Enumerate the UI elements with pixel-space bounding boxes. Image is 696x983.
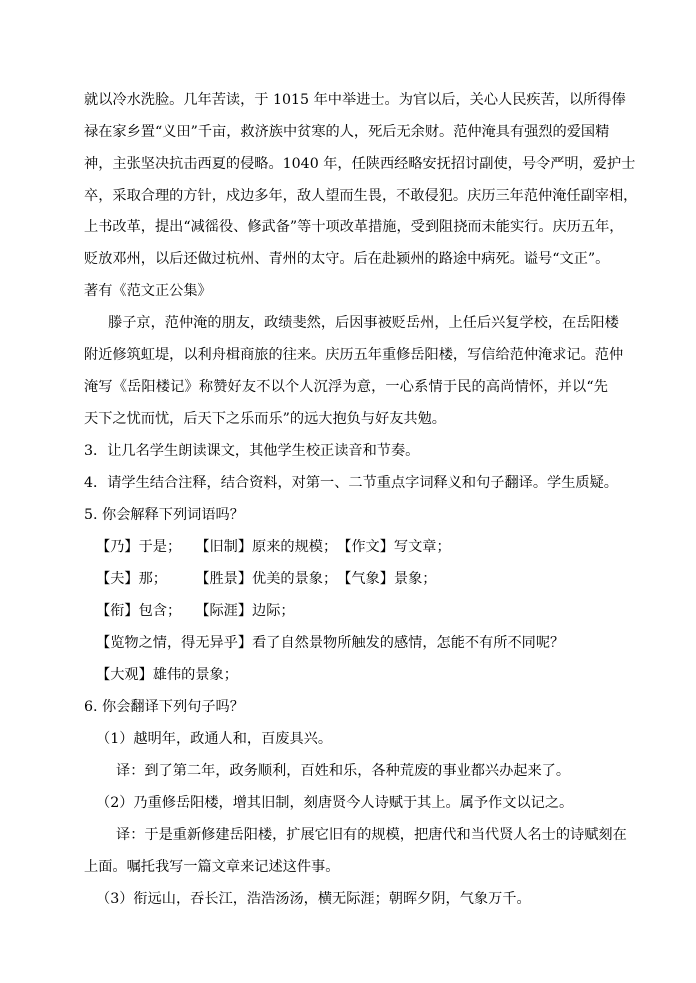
step-3: 3．让几名学生朗读课文，其他学生校正读音和节奏。 bbox=[84, 443, 420, 459]
vocab-line: 【乃】于是； 【旧制】原来的规模； 【作文】写文章； bbox=[96, 539, 451, 555]
text-line: 滕子京，范仲淹的朋友，政绩斐然，后因事被贬岳州，上任后兴复学校，在岳阳楼 bbox=[108, 315, 619, 331]
vocab-line: 【夫】那； 【胜景】优美的景象； 【气象】景象； bbox=[96, 571, 437, 587]
vocab-line: 【衔】包含； 【际涯】边际； bbox=[96, 603, 295, 619]
translation-2: 译：于是重新修建岳阳楼，扩展它旧有的规模，把唐代和当代贤人名士的诗赋刻在 bbox=[116, 827, 627, 843]
sentence-3: （3）衔远山，吞长江，浩浩汤汤，横无际涯；朝晖夕阴，气象万千。 bbox=[96, 891, 531, 907]
text-line: 卒，采取合理的方针，戍边多年，敌人望而生畏，不敢侵犯。庆历三年范仲淹任副宰相， bbox=[84, 188, 638, 204]
text-line: 天下之忧而忧，后天下之乐而乐”的远大抱负与好友共勉。 bbox=[84, 411, 446, 427]
text-line: 禄在家乡置“义田”千亩，救济族中贫寒的人，死后无余财。范仲淹具有强烈的爱国精 bbox=[84, 124, 610, 140]
vocab-line: 【大观】雄伟的景象； bbox=[96, 667, 238, 683]
text-line: 神，主张坚决抗击西夏的侵略。1040 年，任陕西经略安抚招讨副使，号令严明，爱护士 bbox=[84, 156, 636, 172]
question-6: 6. 你会翻译下列句子吗？ bbox=[84, 699, 244, 715]
text-line: 附近修筑虹堤，以利舟楫商旅的往来。庆历五年重修岳阳楼，写信给范仲淹求记。范仲 bbox=[84, 347, 624, 363]
text-line: 上书改革，提出“减徭役、修武备”等十项改革措施，受到阻挠而未能实行。庆历五年， bbox=[84, 219, 624, 235]
text-line: 淹写《岳阳楼记》称赞好友不以个人沉浮为意，一心系情于民的高尚情怀，并以“先 bbox=[84, 379, 608, 395]
question-5: 5. 你会解释下列词语吗？ bbox=[84, 507, 244, 523]
translation-2-cont: 上面。嘱托我写一篇文章来记述这件事。 bbox=[84, 859, 340, 875]
text-line: 著有《范文正公集》 bbox=[84, 283, 212, 299]
vocab-line: 【览物之情，得无异乎】看了自然景物所触发的感情，怎能不有所不同呢？ bbox=[96, 635, 565, 651]
sentence-1: （1）越明年，政通人和，百废具兴。 bbox=[96, 731, 333, 747]
sentence-2: （2）乃重修岳阳楼，增其旧制，刻唐贤今人诗赋于其上。属予作文以记之。 bbox=[96, 795, 574, 811]
translation-1: 译：到了第二年，政务顺利，百姓和乐，各种荒废的事业都兴办起来了。 bbox=[116, 763, 571, 779]
text-line: 就以冷水洗脸。几年苦读，于 1015 年中举进士。为官以后，关心人民疾苦，以所得俸 bbox=[84, 92, 626, 108]
text-line: 贬放邓州，以后还做过杭州、青州的太守。后在赴颍州的路途中病死。谥号“文正”。 bbox=[84, 251, 610, 267]
step-4: 4．请学生结合注释，结合资料，对第一、二节重点字词释义和句子翻译。学生质疑。 bbox=[84, 475, 618, 491]
